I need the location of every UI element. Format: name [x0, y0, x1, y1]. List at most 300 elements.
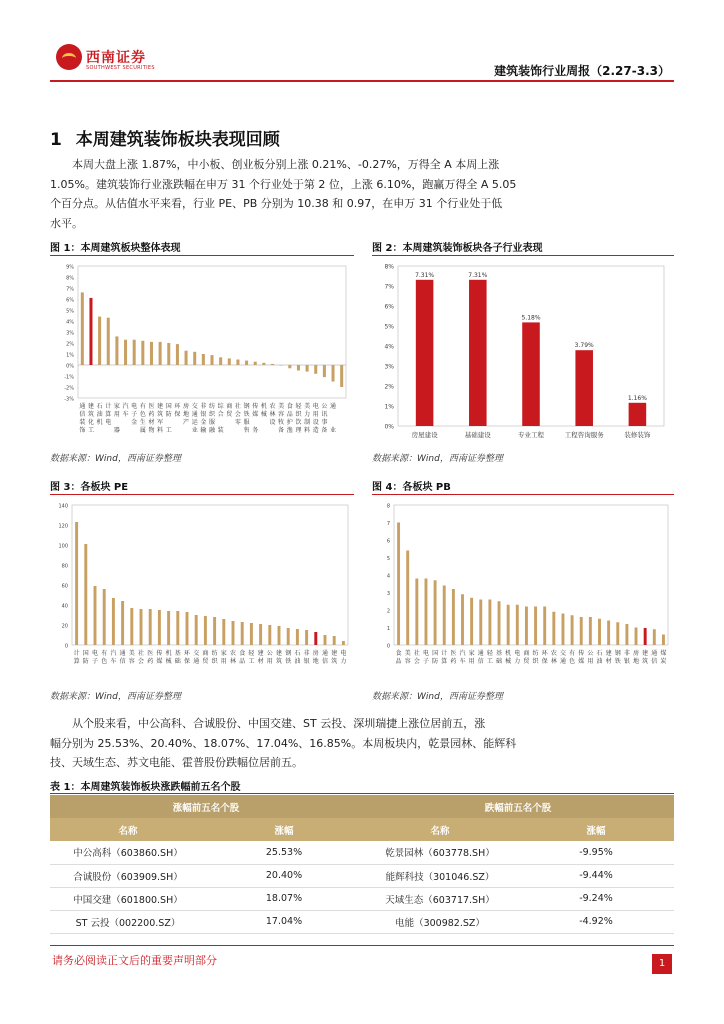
x-tick-label: 零: [234, 419, 241, 426]
fig4-divider: [372, 494, 674, 495]
x-tick-label: 医: [147, 650, 154, 657]
y-tick-label: -3%: [64, 396, 74, 403]
y-tick-label: 2%: [384, 383, 394, 391]
chart-bar: [324, 635, 327, 645]
chart-bar: [193, 352, 196, 365]
x-tick-label: 制: [304, 419, 311, 426]
y-tick-label: 120: [58, 523, 68, 530]
x-tick-label: 建: [257, 650, 264, 657]
chart-bar: [232, 621, 235, 645]
x-tick-label: 务: [252, 427, 259, 434]
table-row: [50, 887, 674, 910]
chart-bar: [288, 365, 291, 368]
chart-bar: [112, 598, 115, 645]
y-tick-label: 0%: [384, 423, 394, 431]
x-tick-label: 用: [468, 658, 475, 665]
y-tick-label: 1: [386, 626, 390, 632]
x-tick-label: 非: [623, 650, 630, 657]
up-name: 合诚股份（603909.SH）: [50, 864, 206, 887]
x-tick-label: 电: [422, 650, 429, 657]
x-tick-label: 有: [101, 650, 108, 657]
x-tick-label: 环: [541, 650, 548, 657]
x-tick-label: 食: [395, 650, 402, 657]
chart-bar: [333, 636, 336, 645]
chart-subsector-weekly: [372, 258, 674, 446]
x-tick-label: 力: [304, 411, 311, 418]
y-tick-label: 40: [61, 603, 68, 610]
chart-bar: [121, 601, 124, 645]
chart-bar: [589, 617, 592, 645]
x-tick-label: 轻: [248, 650, 255, 657]
x-tick-label: 基: [496, 650, 503, 657]
x-tick-label: 媒: [578, 658, 585, 665]
x-tick-label: 食: [286, 403, 293, 410]
x-tick-label: 基础建设: [464, 431, 491, 439]
x-tick-label: 房: [633, 650, 640, 657]
fig2-divider: [372, 255, 674, 256]
y-tick-label: 0%: [66, 363, 74, 370]
x-tick-label: 牧: [278, 419, 285, 426]
chart-bar: [228, 358, 231, 365]
y-tick-label: -1%: [64, 374, 74, 381]
x-tick-label: 备: [321, 427, 328, 434]
y-tick-label: 8: [386, 503, 390, 510]
x-tick-label: 地: [183, 411, 190, 418]
chart-bar: [133, 340, 136, 365]
x-tick-label: 电: [514, 650, 521, 657]
x-tick-label: 力: [340, 658, 347, 665]
chart-bar: [268, 625, 271, 645]
x-tick-label: 国: [432, 650, 439, 657]
x-tick-label: 炭: [660, 658, 667, 665]
data-label: 7.31%: [468, 271, 488, 279]
x-tick-label: 电: [312, 403, 319, 410]
y-tick-label: 140: [58, 503, 68, 510]
y-tick-label: 1%: [66, 352, 74, 359]
x-tick-label: 药: [450, 658, 457, 665]
chart-bar: [332, 365, 335, 382]
logo-icon: [56, 44, 82, 70]
x-tick-label: 算: [105, 411, 112, 418]
chart-bar: [580, 617, 583, 645]
x-tick-label: 工: [486, 658, 493, 665]
y-tick-label: 80: [61, 563, 68, 570]
x-tick-label: 子: [422, 658, 429, 665]
x-tick-label: 装: [79, 419, 86, 426]
chart-bar: [516, 605, 519, 645]
x-tick-label: 电: [105, 419, 112, 426]
x-tick-label: 讯: [321, 411, 328, 418]
chart-bar: [167, 611, 170, 645]
y-tick-label: 0: [386, 643, 390, 650]
x-tick-label: 军: [157, 419, 164, 426]
x-tick-label: 贸: [523, 658, 530, 665]
x-tick-label: 农: [550, 650, 557, 657]
x-tick-label: 电: [340, 650, 347, 657]
chart-bar: [176, 344, 179, 365]
x-tick-label: 房: [183, 403, 190, 410]
x-tick-label: 商: [523, 650, 530, 657]
x-tick-label: 医: [148, 403, 155, 410]
down-name: 能辉科技（301046.SZ）: [362, 864, 518, 887]
x-tick-label: 力: [514, 658, 521, 665]
x-tick-label: 煤: [660, 650, 667, 657]
x-tick-label: 工: [87, 427, 94, 434]
x-tick-label: 家: [113, 403, 120, 410]
x-tick-label: 色: [101, 658, 108, 665]
x-tick-label: 地: [633, 658, 640, 665]
chart-bar: [562, 614, 565, 646]
x-tick-label: 渔: [286, 427, 293, 434]
chart-bar: [575, 350, 593, 426]
chart-bar: [219, 357, 222, 365]
y-tick-label: 6: [386, 538, 390, 545]
section-number: 1: [50, 130, 62, 150]
x-tick-label: 础: [496, 658, 503, 665]
chart-bar: [314, 632, 317, 645]
y-tick-label: 6%: [66, 297, 74, 304]
chart-bar: [262, 363, 265, 365]
x-tick-label: 事: [321, 419, 328, 426]
x-tick-label: 林: [550, 658, 557, 665]
col-change: 涨幅: [206, 818, 362, 841]
up-change: 20.40%: [206, 864, 362, 887]
x-tick-label: 筑: [87, 411, 94, 418]
x-tick-label: 纺: [208, 403, 216, 410]
x-tick-label: 美: [278, 403, 285, 410]
x-tick-label: 石: [96, 403, 103, 410]
x-tick-label: 信: [651, 658, 658, 665]
x-tick-label: 通: [559, 658, 566, 665]
x-tick-label: 容: [128, 658, 135, 665]
chart-bar: [629, 403, 647, 426]
table1-title: 表 1：本周建筑装饰板块涨跌幅前五名个股: [50, 782, 241, 793]
chart-bar: [271, 364, 274, 365]
x-tick-label: 用: [587, 658, 594, 665]
summary-paragraph: [50, 155, 674, 233]
chart-bar: [115, 336, 118, 365]
chart-bar: [323, 365, 326, 377]
chart-bar: [245, 361, 248, 365]
up-name: 中公高科（603860.SH）: [50, 841, 206, 864]
x-tick-label: 筑: [642, 658, 649, 665]
y-tick-label: 1%: [384, 403, 394, 411]
chart-bar: [522, 322, 540, 426]
x-tick-label: 公: [587, 650, 594, 657]
x-tick-label: 商: [226, 403, 233, 410]
x-tick-label: 保: [541, 658, 548, 665]
section-heading: [50, 125, 280, 150]
x-tick-label: 器: [113, 427, 120, 434]
x-tick-label: 装修装饰: [624, 431, 651, 439]
chart-bar: [461, 594, 464, 645]
x-tick-label: 织: [208, 411, 216, 418]
chart-bar: [297, 365, 300, 371]
x-tick-label: 防: [165, 411, 172, 418]
x-tick-label: 建: [331, 650, 338, 657]
chart-bar: [543, 607, 546, 646]
x-tick-label: 车: [459, 658, 466, 665]
chart-bar: [236, 360, 239, 366]
x-tick-label: 织: [211, 658, 218, 665]
x-tick-label: 建: [605, 650, 612, 657]
x-tick-label: 传: [578, 650, 585, 657]
y-tick-label: 9%: [66, 264, 74, 271]
x-tick-label: 筑: [275, 658, 283, 665]
x-tick-label: 家: [468, 650, 475, 657]
page-number: 1: [652, 954, 672, 974]
chart-bar: [314, 365, 317, 374]
chart-bar: [149, 609, 152, 645]
x-tick-label: 子: [131, 411, 138, 418]
x-tick-label: 通: [119, 650, 126, 657]
table-column-header: [50, 818, 674, 841]
y-tick-label: 7: [386, 521, 390, 527]
chart-pb: [372, 497, 674, 685]
group-up-label: 涨幅前五名个股: [50, 795, 362, 818]
x-tick-label: 计: [73, 650, 80, 657]
chart-bar: [415, 579, 418, 646]
chart-bar: [94, 586, 97, 645]
x-tick-label: 造: [312, 427, 319, 434]
x-tick-label: 用: [220, 658, 227, 665]
paragraph-line: 水平。: [50, 216, 83, 230]
fig2-source: 数据来源：Wind，西南证券整理: [372, 454, 503, 464]
down-name: 电能（300982.SZ）: [362, 910, 518, 933]
y-tick-label: 4%: [384, 343, 394, 351]
logo-text: 西南证券: [86, 50, 146, 66]
x-tick-label: 通: [321, 650, 329, 657]
chart-bar: [84, 544, 87, 645]
chart-bar: [185, 351, 188, 365]
x-tick-label: 建: [275, 650, 283, 657]
table-group-header: [50, 795, 674, 818]
chart-bar: [479, 600, 482, 646]
x-tick-label: 保: [174, 411, 181, 418]
y-tick-label: 5%: [66, 308, 74, 315]
x-tick-label: 汽: [110, 650, 117, 657]
chart-bar: [159, 342, 162, 365]
x-tick-label: 银: [200, 411, 207, 418]
x-tick-label: 交: [193, 650, 200, 657]
x-tick-label: 保: [183, 658, 191, 665]
x-tick-label: 合: [217, 411, 224, 418]
plot-frame: [78, 266, 346, 398]
x-tick-label: 医: [450, 650, 457, 657]
x-tick-label: 国: [165, 403, 172, 410]
y-tick-label: 20: [61, 623, 68, 630]
x-tick-label: 纺: [211, 650, 218, 657]
paragraph-line: 从个股来看，中公高科、合诚股份、中国交建、ST 云投、深圳瑞捷上涨位居前五，涨: [72, 717, 486, 730]
down-name: 乾景园林（603778.SH）: [362, 841, 518, 864]
paragraph-line: 技、天域生态、苏文电能、霍普股份跌幅位居前五。: [50, 756, 303, 769]
x-tick-label: 会: [234, 411, 241, 418]
chart-bar: [186, 612, 189, 645]
x-tick-label: 社: [137, 650, 145, 657]
col-name: 名称: [50, 818, 206, 841]
chart-bar: [607, 621, 610, 646]
x-tick-label: 建: [87, 403, 94, 410]
x-tick-label: 建: [157, 403, 164, 410]
paragraph-line: 本周大盘上涨 1.87%，中小板、创业板分别上涨 0.21%、-0.27%，万得全 A 本周上涨: [72, 158, 500, 171]
chart-bar: [662, 635, 665, 646]
chart-sector-weekly: [50, 258, 354, 446]
x-tick-label: 公: [321, 403, 328, 410]
y-tick-label: 2: [386, 608, 390, 615]
chart-bar: [296, 629, 299, 645]
x-tick-label: 饰: [79, 427, 86, 434]
chart-bar: [452, 589, 455, 645]
x-tick-label: 钢: [614, 650, 621, 657]
chart-bar: [150, 342, 153, 365]
x-tick-label: 属: [139, 427, 146, 434]
chart-bar: [635, 628, 638, 646]
stock-paragraph: [50, 714, 674, 773]
chart-pe: [50, 497, 354, 685]
up-name: ST 云投（002200.SZ）: [50, 910, 206, 933]
fig3-divider: [50, 494, 354, 495]
x-tick-label: 车: [122, 411, 129, 418]
header-divider: [50, 80, 674, 82]
chart-bar: [434, 580, 437, 645]
down-change: -4.92%: [518, 910, 674, 933]
x-tick-label: 金: [200, 419, 207, 426]
x-tick-label: 饮: [295, 419, 302, 426]
x-tick-label: 环: [183, 650, 191, 657]
x-tick-label: 品: [286, 411, 293, 418]
y-tick-label: 60: [61, 583, 68, 590]
x-tick-label: 输: [200, 427, 207, 434]
chart-bar: [416, 280, 434, 426]
chart-bar: [425, 579, 428, 646]
chart-bar: [397, 523, 400, 646]
x-tick-label: 农: [269, 403, 276, 410]
chart-bar: [469, 280, 487, 426]
chart-bar: [98, 317, 101, 365]
up-name: 中国交建（601800.SH）: [50, 887, 206, 910]
chart-bar: [176, 611, 179, 645]
x-tick-label: 社: [234, 403, 241, 410]
x-tick-label: 交: [191, 403, 198, 410]
x-tick-label: 化: [87, 419, 94, 426]
x-tick-label: 石: [294, 650, 301, 657]
chart-bar: [254, 362, 257, 365]
x-tick-label: 金: [131, 419, 138, 426]
chart-bar: [204, 616, 207, 645]
x-tick-label: 护: [286, 419, 293, 426]
x-tick-label: 材: [148, 419, 155, 426]
x-tick-label: 油: [294, 658, 301, 665]
chart-bar: [571, 615, 574, 645]
x-tick-label: 铁: [614, 658, 621, 665]
x-tick-label: 防: [82, 658, 89, 665]
chart-bar: [406, 551, 409, 646]
x-tick-label: 环: [174, 403, 181, 410]
x-tick-label: 美: [404, 650, 411, 657]
x-tick-label: 商: [202, 650, 209, 657]
chart-bar: [167, 343, 170, 365]
table-row: [50, 864, 674, 887]
x-tick-label: 油: [96, 411, 103, 418]
y-tick-label: 3: [386, 591, 390, 597]
chart-bar: [278, 626, 281, 645]
chart-bar: [141, 341, 144, 365]
x-tick-label: 国: [82, 650, 89, 657]
x-tick-label: 传: [252, 403, 259, 410]
x-tick-label: 通: [191, 411, 198, 418]
x-tick-label: 通: [330, 403, 337, 410]
x-tick-label: 银: [303, 658, 310, 665]
x-tick-label: 钢: [285, 650, 292, 657]
x-tick-label: 电: [91, 650, 99, 657]
y-tick-label: 4: [386, 573, 390, 580]
chart-bar: [498, 601, 501, 645]
x-tick-label: 料: [157, 427, 164, 434]
x-tick-label: 林: [229, 658, 237, 665]
table-row: [50, 910, 674, 933]
group-down-label: 跌幅前五名个股: [362, 795, 674, 818]
chart-bar: [210, 355, 213, 365]
x-tick-label: 用: [266, 658, 273, 665]
x-tick-label: 色: [569, 658, 576, 665]
paragraph-line: 个百分点。从估值水平来看，行业 PE、PB 分别为 10.38 和 0.97，在申万 31 个行业处于低: [50, 197, 503, 210]
up-change: 17.04%: [206, 910, 362, 933]
x-tick-label: 用: [113, 411, 120, 418]
x-tick-label: 轻: [295, 403, 302, 410]
chart-bar: [158, 610, 161, 645]
fig1-divider: [50, 255, 354, 256]
x-tick-label: 织: [295, 411, 302, 418]
x-tick-label: 计: [105, 403, 112, 410]
x-tick-label: 轻: [486, 650, 493, 657]
logo-subtext: SOUTHWEST SECURITIES: [86, 65, 155, 71]
x-tick-label: 药: [148, 411, 155, 418]
fig1-title: 图 1：本周建筑板块整体表现: [50, 243, 181, 254]
x-tick-label: 用: [312, 411, 319, 418]
x-tick-label: 非: [200, 403, 207, 410]
chart-bar: [598, 619, 601, 645]
x-tick-label: 食: [239, 650, 246, 657]
x-tick-label: 建: [642, 650, 649, 657]
chart-bar: [507, 605, 510, 645]
x-tick-label: 装: [217, 427, 224, 434]
chart-bar: [250, 623, 253, 645]
x-tick-label: 钢: [243, 403, 250, 410]
y-tick-label: 2%: [66, 341, 74, 348]
x-tick-label: 防: [432, 658, 439, 665]
chart-bar: [306, 365, 309, 372]
x-tick-label: 农: [229, 650, 237, 657]
y-tick-label: 6%: [384, 303, 394, 311]
y-tick-label: 8%: [384, 263, 394, 271]
up-change: 25.53%: [206, 841, 362, 864]
x-tick-label: 家: [220, 650, 227, 657]
x-tick-label: 汽: [122, 403, 129, 410]
x-tick-label: 械: [505, 658, 512, 665]
x-tick-label: 计: [441, 650, 448, 657]
fig3-title: 图 3：各板块 PE: [50, 482, 129, 493]
x-tick-label: 综: [217, 403, 224, 410]
x-tick-label: 机: [505, 650, 512, 657]
x-tick-label: 贸: [202, 658, 209, 665]
paragraph-line: 幅分别为 25.53%、20.40%、18.07%、17.04%、16.85%。本周板块内，乾景园林、能辉科: [50, 736, 517, 750]
x-tick-label: 信: [119, 658, 126, 665]
chart-bar: [103, 589, 106, 645]
chart-bar: [222, 619, 225, 645]
x-tick-label: 会: [413, 658, 420, 665]
x-tick-label: 专业工程: [518, 431, 544, 439]
x-tick-label: 色: [139, 411, 146, 418]
